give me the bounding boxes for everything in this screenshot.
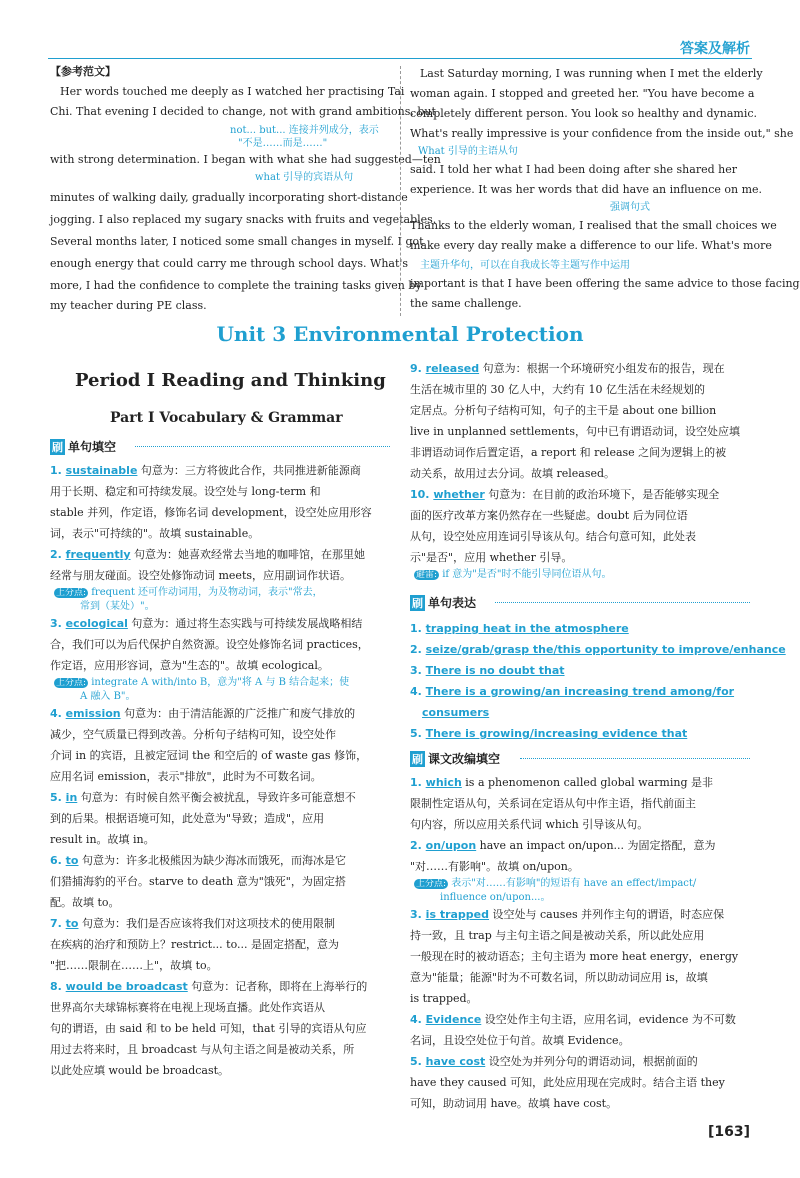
explanation-text: 句意为：许多北极熊因为缺少海冰而饿死，而海冰是它	[78, 854, 346, 867]
explanation-line	[50, 871, 395, 892]
left-essay-line: Several months later, I noticed some small changes in myself. I got	[50, 235, 424, 248]
explanation-line	[50, 1039, 395, 1060]
explanation-line	[50, 613, 395, 634]
item-number: 5.	[50, 791, 66, 804]
tip-badge: 上分点:	[416, 879, 447, 889]
answer-item	[50, 544, 395, 613]
header-rule	[48, 58, 752, 59]
explanation-text: 世界高尔夫球锦标赛将在电视上现场直播。此处作宾语从	[50, 1001, 325, 1014]
tip-text: integrate A with/into B，意为"将 A 与 B 结合起来；使	[88, 677, 350, 688]
explanation-line	[50, 745, 395, 766]
answer-item	[50, 703, 395, 787]
tip-line	[410, 568, 755, 582]
explanation-text: 句意为：由于清洁能源的广泛推广和废气排放的	[120, 707, 356, 720]
answer-text: to	[65, 854, 79, 867]
tip-line	[50, 676, 395, 690]
explanation-line	[50, 1018, 395, 1039]
item-number: 5.	[410, 727, 426, 740]
answer-item	[410, 1009, 755, 1051]
explanation-line	[410, 484, 755, 505]
explanation-line	[50, 655, 395, 676]
explanation-line	[410, 1030, 755, 1051]
left-essay-line: enough energy that could carry me through school days. What's	[50, 257, 409, 270]
section-heading	[410, 594, 476, 611]
answer-text: There is a growing/an increasing trend among/for	[425, 685, 735, 698]
answer-item	[50, 913, 395, 976]
explanation-line	[410, 358, 755, 379]
explanation-text: 合，我们可以为后代保护自然资源。设空处修饰名词 practices，	[50, 638, 369, 651]
item-number: 2.	[410, 643, 426, 656]
answer-text: which	[425, 776, 462, 789]
explanation-text: 持一致，且 trap 与主句主语之间是被动关系，所以此处应用	[410, 929, 705, 942]
explanation-line	[50, 976, 395, 997]
right-essay-line: make every day really make a difference to our life. What's more	[410, 239, 772, 252]
answer-item	[50, 613, 395, 703]
explanation-text: 限制性定语从句，关系词在定语从句中作主语，指代前面主	[410, 797, 696, 810]
explanation-line	[410, 967, 755, 988]
right-essay-line: completely different person. You look so healthy and dynamic.	[410, 107, 758, 120]
explanation-line	[50, 787, 395, 808]
left-essay-line: my teacher during PE class.	[50, 299, 207, 312]
answer-text: is trapped	[425, 908, 490, 921]
right-essay-line: said. I told her what I had been doing after she shared her	[410, 163, 737, 176]
explanation-line	[50, 829, 395, 850]
right-essay-line: woman again. I stopped and greeted her. "You have become a	[410, 87, 755, 100]
item-number: 3.	[50, 617, 66, 630]
explanation-line	[50, 703, 395, 724]
explanation-line	[50, 850, 395, 871]
explanation-line	[410, 526, 755, 547]
section-heading	[50, 438, 116, 455]
explanation-text: 从句，设空处应用连词引导该从句。结合句意可知，此处表	[410, 530, 696, 543]
explanation-text: 到的后果。根据语境可知，此处意为"导致；造成"，应用	[50, 812, 325, 825]
explanation-text: 作定语，应用形容词，意为"生态的"。故填 ecological。	[50, 659, 329, 672]
explanation-text: 意为"能量；能源"时为不可数名词，所以助动词应用 is，故填	[410, 971, 708, 984]
answer-text: whether	[433, 488, 485, 501]
explanation-line	[410, 1072, 755, 1093]
explanation-line	[50, 913, 395, 934]
tip-text: frequent 还可作动词用，为及物动词，表示"常去，	[88, 587, 323, 598]
left-essay-line: Her words touched me deeply as I watched her practising Tai	[60, 85, 405, 98]
section-title: 单句表达	[428, 596, 477, 610]
answer-text: There is growing/increasing evidence that	[425, 727, 688, 740]
answer-text: Evidence	[425, 1013, 482, 1026]
tip-text: A 融入 B"。	[80, 691, 136, 702]
tip-text: 常到（某处）"。	[80, 601, 155, 612]
explanation-line	[410, 505, 755, 526]
tip-line	[410, 891, 755, 904]
tip-text: if 意为"是否"时不能引导同位语从句。	[439, 569, 612, 580]
section-rule	[495, 602, 750, 603]
unit-title: Unit 3 Environmental Protection	[216, 322, 584, 346]
explanation-text: 名词，且设空处位于句首。故填 Evidence。	[410, 1034, 630, 1047]
tip-line	[410, 877, 755, 891]
answer-item	[410, 484, 755, 582]
left-note: not... but... 连接并列成分，表示	[230, 125, 379, 136]
explanation-line	[410, 463, 755, 484]
header-answers: 答案及解析	[680, 41, 750, 57]
explanation-text: 句意为：在目前的政治环境下，是否能够实现全	[484, 488, 720, 501]
explanation-text: 句意为：三方将彼此合作，共同推进新能源商	[137, 464, 361, 477]
item-number: 4.	[410, 685, 426, 698]
explanation-line	[50, 460, 395, 481]
explanation-line	[410, 421, 755, 442]
explanation-line	[50, 481, 395, 502]
explanation-text: result in。故填 in。	[50, 833, 155, 846]
item-number: 6.	[50, 854, 66, 867]
explanation-text: 配。故填 to。	[50, 896, 120, 909]
explanation-text: 减少，空气质量已得到改善。分析句子结构可知，设空处作	[50, 728, 336, 741]
explanation-text: 一般现在时的被动语态；主句主语为 more heat energy，energy	[410, 950, 739, 963]
expression-item	[410, 660, 760, 681]
tip-badge: 上分点:	[56, 678, 87, 688]
left-essay-line: with strong determination. I began with what she had suggested—ten	[50, 153, 441, 166]
explanation-line	[410, 379, 755, 400]
answer-item	[50, 787, 395, 850]
explanation-text: 可知，助动词用 have。故填 have cost。	[410, 1097, 618, 1110]
item-number: 1.	[410, 776, 426, 789]
item-number: 4.	[410, 1013, 426, 1026]
item-number: 7.	[50, 917, 66, 930]
expression-item	[410, 618, 760, 639]
explanation-text: 用过去将来时，且 broadcast 与从句主语之间是被动关系，所	[50, 1043, 355, 1056]
explanation-text: 句的谓语，由 said 和 to be held 可知，that 引导的宾语从句应	[50, 1022, 367, 1035]
explanation-text: "对……有影响"。故填 on/upon。	[410, 860, 579, 873]
explanation-text: 句意为：有时候自然平衡会被扰乱，导致许多可能意想不	[77, 791, 356, 804]
left-items	[50, 460, 395, 1081]
item-number: 1.	[50, 464, 66, 477]
explanation-line	[410, 1009, 755, 1030]
explanation-text: have an impact on/upon... 为固定搭配，意为	[476, 839, 716, 852]
explanation-line	[50, 565, 395, 586]
section-heading	[410, 750, 500, 767]
right-items	[410, 358, 755, 582]
explanation-line	[410, 988, 755, 1009]
answer-text: seize/grab/grasp the/this opportunity to improve/enhance	[425, 643, 786, 656]
explanation-line	[410, 925, 755, 946]
explanation-text: 句意为：她喜欢经常去当地的咖啡馆，在那里她	[130, 548, 366, 561]
explanation-text: 设空处与 causes 并列作主句的谓语，时态应保	[489, 908, 725, 921]
explanation-line	[50, 892, 395, 913]
part-title: Part Ⅰ Vocabulary & Grammar	[110, 410, 343, 426]
left-note: what 引导的宾语从句	[255, 172, 354, 183]
right-essay-line: the same challenge.	[410, 297, 522, 310]
right-note: 强调句式	[610, 202, 650, 213]
explanation-line	[50, 724, 395, 745]
explanation-text: 用于长期、稳定和可持续发展。设空处与 long-term 和	[50, 485, 321, 498]
left-note: "不是……而是……"	[238, 138, 328, 149]
explanation-text: is a phenomenon called global warming 是非	[461, 776, 713, 789]
item-number: 3.	[410, 664, 426, 677]
answer-text: on/upon	[425, 839, 477, 852]
answer-text: in	[65, 791, 78, 804]
answer-text: There is no doubt that	[425, 664, 565, 677]
explanation-text: 词，表示"可持续的"。故填 sustainable。	[50, 527, 260, 540]
left-essay-line: minutes of walking daily, gradually incorporating short-distance	[50, 191, 408, 204]
explanation-line	[410, 547, 755, 568]
tip-line	[50, 690, 395, 703]
explanation-text: 句意为：记者称，即将在上海举行的	[187, 980, 368, 993]
item-number: 10.	[410, 488, 434, 501]
tip-line	[50, 586, 395, 600]
explanation-text: have they caused 可知，此处应用现在完成时。结合主语 they	[410, 1076, 725, 1089]
item-number: 2.	[50, 548, 66, 561]
explanation-text: 设空处作主句主语，应用名词，evidence 为不可数	[481, 1013, 736, 1026]
right-essay-line: important is that I have been offering the same advice to those facing	[410, 277, 800, 290]
item-number: 5.	[410, 1055, 426, 1068]
explanation-line	[50, 1060, 395, 1081]
explanation-text: live in unplanned settlements，句中已有谓语动词，设空处应填	[410, 425, 740, 438]
explanation-line	[50, 502, 395, 523]
explanation-line	[410, 400, 755, 421]
explanation-text: 生活在城市里的 30 亿人中，大约有 10 亿生活在未经规划的	[410, 383, 705, 396]
answer-text: frequently	[65, 548, 131, 561]
explanation-text: 面的医疗改革方案仍然存在一些疑虑。doubt 后为同位语	[410, 509, 688, 522]
explanation-line	[410, 835, 755, 856]
answer-item	[410, 835, 755, 904]
answer-text: released	[425, 362, 480, 375]
right-essay-line: experience. It was her words that did have an influence on me.	[410, 183, 763, 196]
right-note: What 引导的主语从句	[418, 146, 518, 157]
item-number: 1.	[410, 622, 426, 635]
page-number: [163]	[707, 1124, 750, 1140]
explanation-line	[410, 1093, 755, 1114]
section-title: 课文改编填空	[428, 752, 501, 766]
explanation-text: 句意为：我们是否应该将我们对这项技术的使用限制	[78, 917, 335, 930]
explanation-text: 应用名词 emission，表示"排放"，此时为不可数名词。	[50, 770, 322, 783]
answer-item	[50, 460, 395, 544]
explanation-line	[410, 946, 755, 967]
expression-items	[410, 618, 786, 744]
explanation-text: 经常与朋友碰面。设空处修饰动词 meets，应用副词作状语。	[50, 569, 352, 582]
explanation-line	[410, 1051, 755, 1072]
answer-text: consumers	[422, 706, 490, 719]
sample-title: 【参考范文】	[50, 65, 116, 78]
explanation-text: 们猎捕海豹的平台。starve to death 意为"饿死"，为固定搭	[50, 875, 346, 888]
answer-item	[50, 976, 395, 1081]
section-badge: 刷	[412, 597, 423, 610]
explanation-line	[410, 856, 755, 877]
explanation-text: 介词 in 的宾语，且被定冠词 the 和空后的 of waste gas 修饰，	[50, 749, 368, 762]
answer-text: sustainable	[65, 464, 138, 477]
item-number: 9.	[410, 362, 426, 375]
expression-item	[410, 702, 760, 723]
explanation-line	[50, 523, 395, 544]
answer-item	[410, 772, 755, 835]
period-title: Period Ⅰ Reading and Thinking	[75, 370, 386, 391]
left-essay-line: more, I had the confidence to complete the training tasks given by	[50, 279, 422, 292]
tip-badge: 避雷:	[416, 570, 438, 580]
tip-badge: 上分点:	[56, 588, 87, 598]
explanation-line	[410, 904, 755, 925]
column-divider	[400, 66, 401, 316]
answer-text: trapping heat in the atmosphere	[425, 622, 629, 635]
right-essay-line: Thanks to the elderly woman, I realised that the small choices we	[410, 219, 777, 232]
explanation-text: 在疾病的治疗和预防上？restrict... to... 是固定搭配，意为	[50, 938, 340, 951]
tip-text: influence on/upon...。	[440, 892, 551, 903]
left-essay-line: Chi. That evening I decided to change, not with grand ambitions, but	[50, 105, 436, 118]
answer-text: to	[65, 917, 79, 930]
answer-text: have cost	[425, 1055, 486, 1068]
explanation-text: 以此处应填 would be broadcast。	[50, 1064, 230, 1077]
explanation-line	[50, 934, 395, 955]
explanation-line	[50, 766, 395, 787]
expression-item	[410, 681, 760, 702]
item-number: 8.	[50, 980, 66, 993]
tip-line	[50, 600, 395, 613]
explanation-text: 设空处为并列分句的谓语动词，根据前面的	[485, 1055, 698, 1068]
explanation-line	[410, 814, 755, 835]
section-rule	[135, 446, 390, 447]
explanation-line	[50, 544, 395, 565]
item-number: 3.	[410, 908, 426, 921]
section-badge: 刷	[52, 441, 63, 454]
answer-item	[50, 850, 395, 913]
item-number: 4.	[50, 707, 66, 720]
section-badge: 刷	[412, 753, 423, 766]
explanation-text: 非谓语动词作后置定语，a report 和 release 之间为逻辑上的被	[410, 446, 727, 459]
right-essay-line: What's really impressive is your confidence from the inside out," she	[410, 127, 794, 140]
explanation-text: 示"是否"，应用 whether 引导。	[410, 551, 573, 564]
answer-text: would be broadcast	[65, 980, 188, 993]
explanation-line	[50, 955, 395, 976]
explanation-line	[50, 634, 395, 655]
section-rule	[520, 758, 750, 759]
tip-text: 表示"对……有影响"的短语有 have an effect/impact/	[448, 878, 697, 889]
right-essay-line: Last Saturday morning, I was running when I met the elderly	[420, 67, 763, 80]
answer-item	[410, 1051, 755, 1114]
explanation-text: 定居点。分析句子结构可知，句子的主干是 about one billion	[410, 404, 717, 417]
explanation-text: is trapped。	[410, 992, 478, 1005]
explanation-text: 动关系，故用过去分词。故填 released。	[410, 467, 616, 480]
item-number: 2.	[410, 839, 426, 852]
cloze-items	[410, 772, 755, 1114]
explanation-line	[410, 772, 755, 793]
answer-text: ecological	[65, 617, 128, 630]
explanation-text: "把……限制在……上"，故填 to。	[50, 959, 218, 972]
left-essay-line: jogging. I also replaced my sugary snacks with fruits and vegetables.	[50, 213, 437, 226]
explanation-line	[50, 997, 395, 1018]
explanation-text: 句意为：根据一个环境研究小组发布的报告，现在	[479, 362, 725, 375]
answer-text: emission	[65, 707, 121, 720]
expression-item	[410, 639, 786, 660]
explanation-line	[50, 808, 395, 829]
explanation-text: 句内容，所以应用关系代词 which 引导该从句。	[410, 818, 649, 831]
expression-item	[410, 723, 760, 744]
section-title: 单句填空	[68, 440, 117, 454]
explanation-line	[410, 442, 755, 463]
right-note: 主题升华句，可以在自我成长等主题写作中运用	[420, 260, 630, 271]
explanation-text: 句意为：通过将生态实践与可持续发展战略相结	[127, 617, 363, 630]
explanation-text: stable 并列，作定语，修饰名词 development，设空处应用形容	[50, 506, 372, 519]
explanation-line	[410, 793, 755, 814]
answer-item	[410, 904, 755, 1009]
answer-item	[410, 358, 755, 484]
